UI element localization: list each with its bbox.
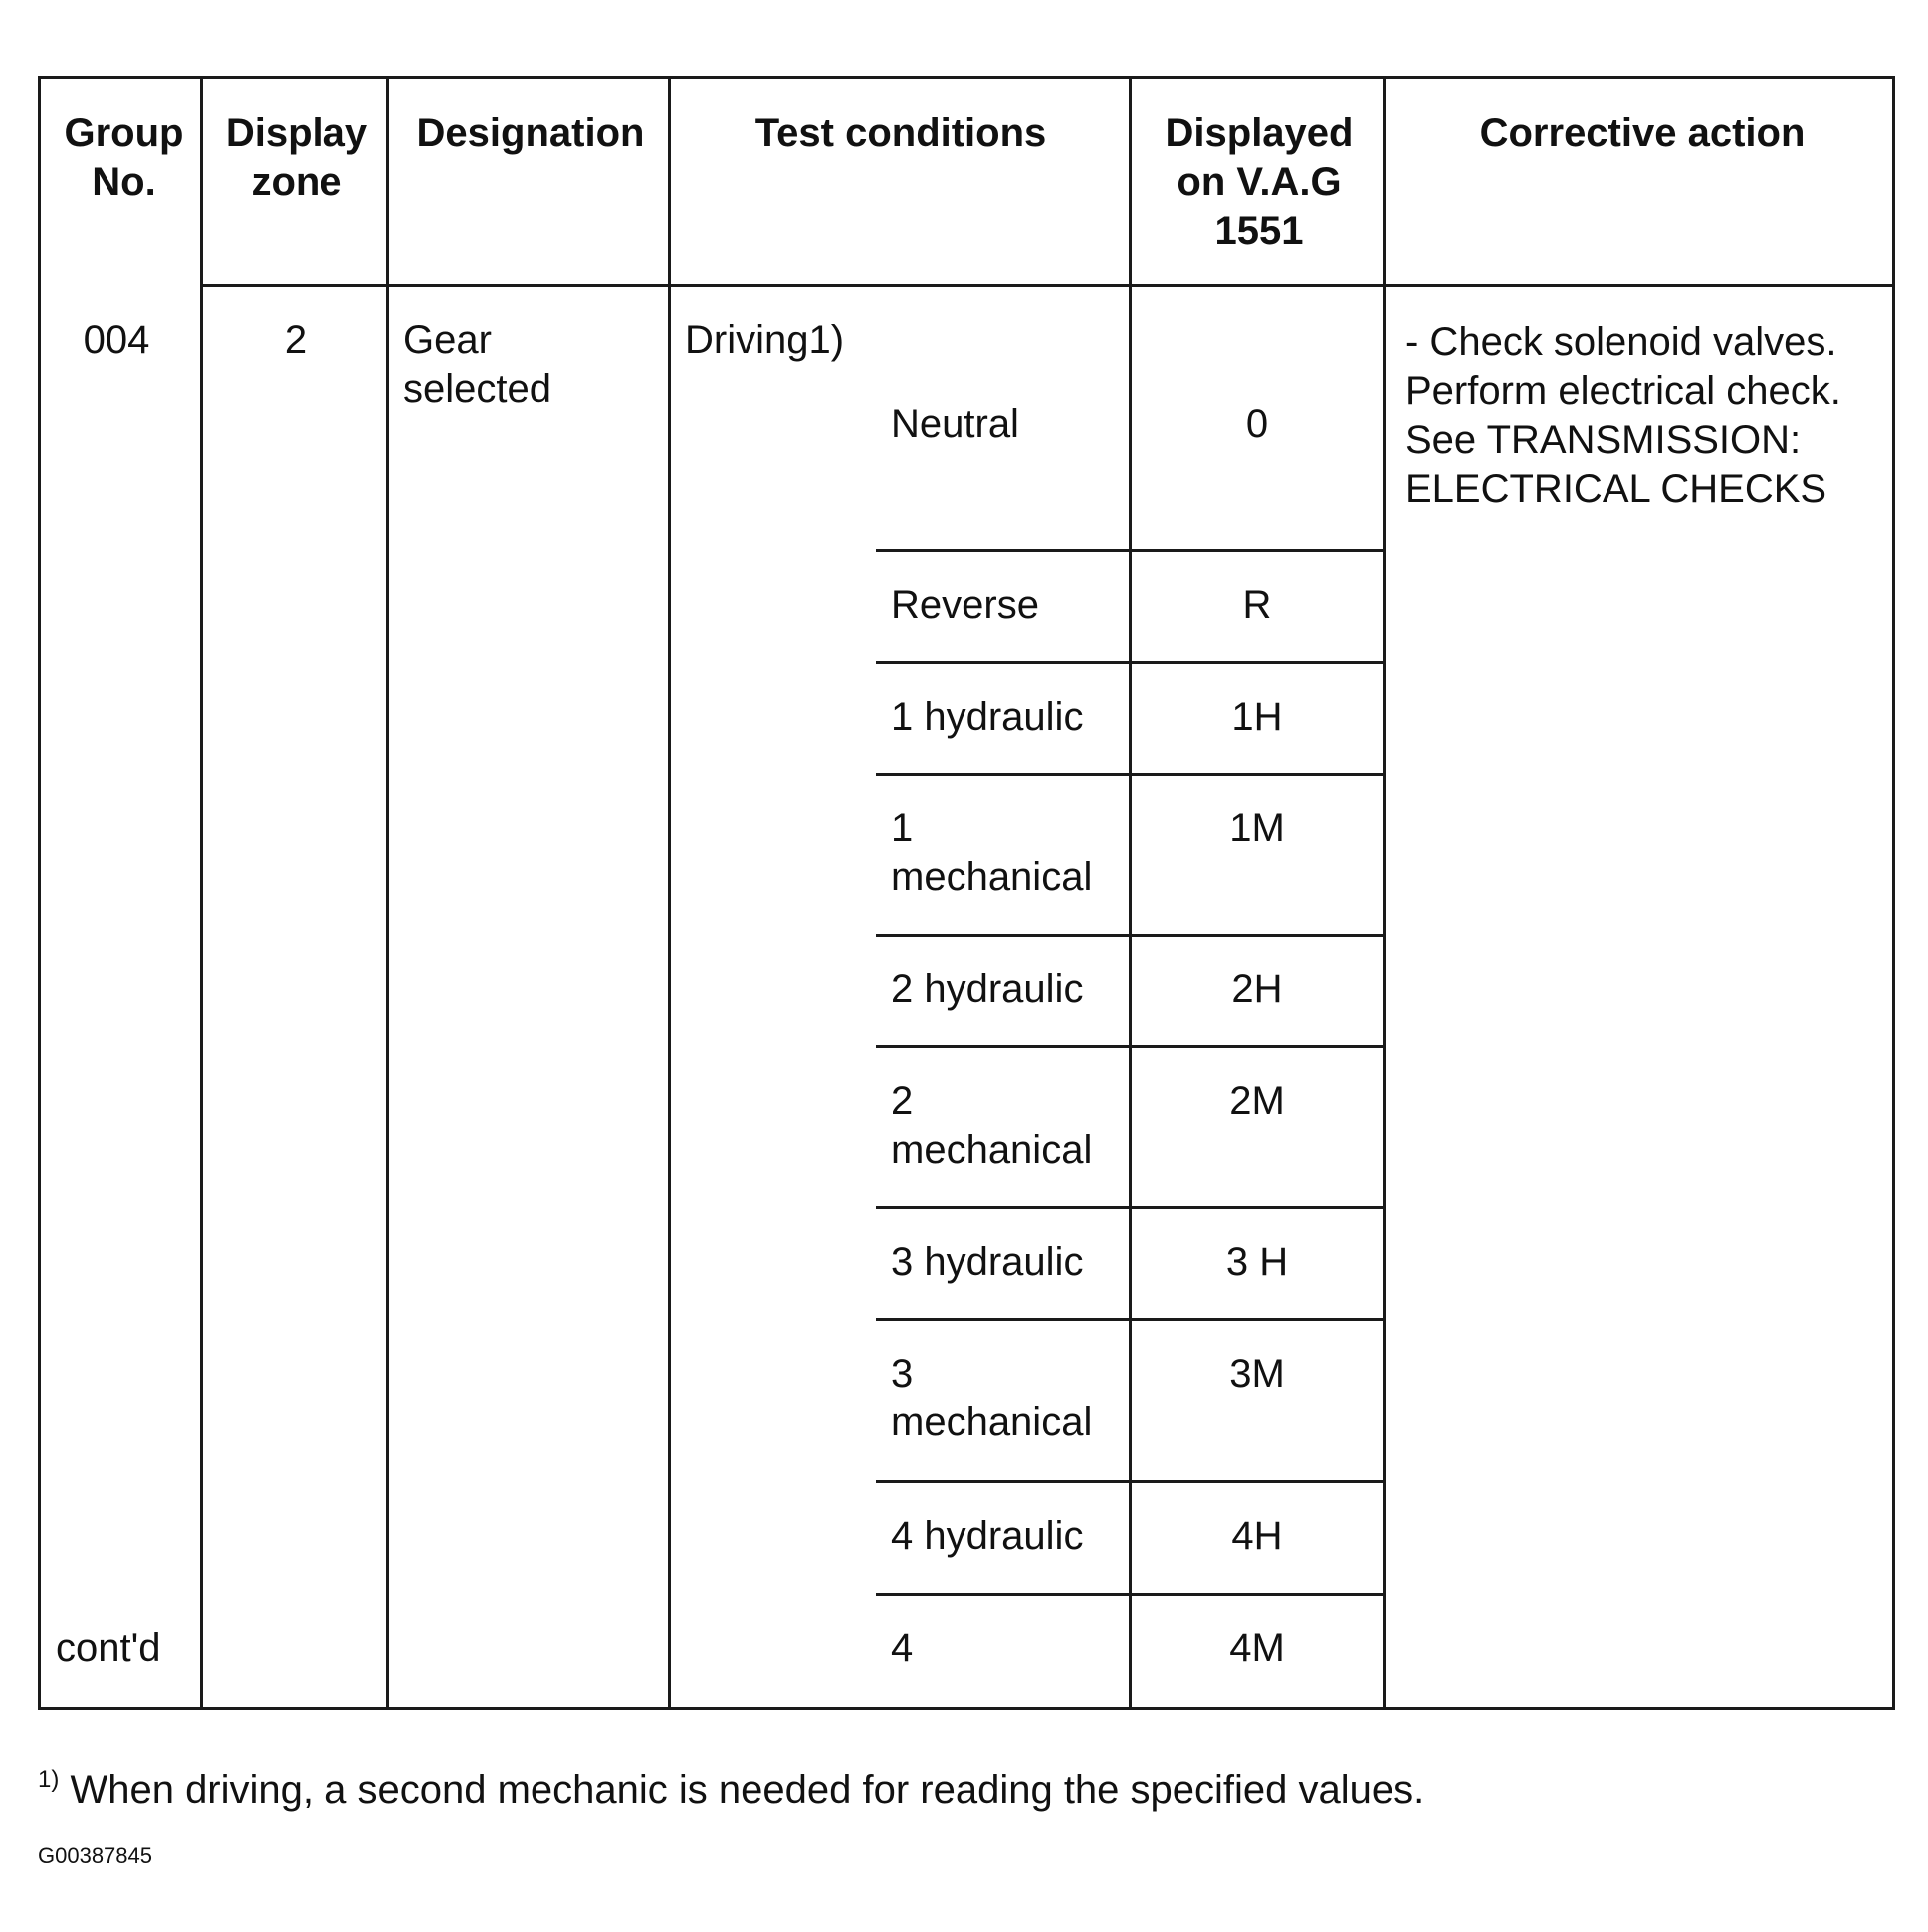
gear-label: 2 hydraulic bbox=[891, 967, 1084, 1011]
gear-display: 2M bbox=[1229, 1079, 1285, 1123]
header-designation: Designation bbox=[416, 111, 645, 155]
header-corrective-action: Corrective action bbox=[1479, 111, 1806, 155]
gear-label: 4 hydraulic bbox=[891, 1514, 1084, 1558]
group-number: 004 bbox=[83, 319, 150, 362]
header-display-zone: Display zone bbox=[225, 111, 368, 204]
gear-label: 2 mechanical bbox=[891, 1079, 1093, 1172]
row-divider bbox=[876, 661, 1386, 664]
header-test-conditions: Test conditions bbox=[754, 111, 1047, 155]
footnote-marker: 1) bbox=[38, 1766, 60, 1793]
gear-label: 1 mechanical bbox=[891, 806, 1093, 899]
row-divider bbox=[876, 549, 1386, 552]
gear-display: 4M bbox=[1229, 1626, 1285, 1670]
gear-display: 0 bbox=[1245, 402, 1269, 446]
column-divider bbox=[386, 76, 389, 1710]
header-divider bbox=[200, 284, 1895, 287]
column-divider bbox=[668, 76, 671, 1710]
header-displayed: Displayed on V.A.G 1551 bbox=[1165, 111, 1354, 253]
test-condition-driving: Driving1) bbox=[685, 319, 845, 362]
designation-value: Gear selected bbox=[403, 319, 551, 411]
corrective-action-text: - Check solenoid valves. Perform electrical check. See TRANSMISSION: ELECTRICAL CHECKS bbox=[1405, 321, 1841, 511]
display-zone-value: 2 bbox=[284, 319, 308, 362]
footnote bbox=[38, 1754, 1424, 1816]
continued-label: cont'd bbox=[56, 1626, 161, 1670]
gear-display: 4H bbox=[1231, 1514, 1283, 1558]
gear-label: 3 hydraulic bbox=[891, 1240, 1084, 1284]
gear-display: 2H bbox=[1231, 967, 1283, 1011]
column-divider bbox=[200, 76, 203, 1710]
figure-code: G00387845 bbox=[38, 1843, 152, 1868]
row-divider bbox=[876, 1480, 1386, 1483]
gear-label: 3 mechanical bbox=[891, 1352, 1093, 1444]
header-group-no: Group No. bbox=[64, 111, 184, 204]
row-divider bbox=[876, 1318, 1386, 1321]
gear-label: Neutral bbox=[891, 402, 1019, 446]
footnote-text: When driving, a second mechanic is needed for reading the specified values. bbox=[59, 1768, 1425, 1812]
row-divider bbox=[876, 1045, 1386, 1048]
row-divider bbox=[876, 1206, 1386, 1209]
row-divider bbox=[876, 1593, 1386, 1596]
gear-display: 1H bbox=[1231, 695, 1283, 739]
gear-label: Reverse bbox=[891, 583, 1039, 627]
gear-display: 3 H bbox=[1225, 1240, 1289, 1284]
column-divider bbox=[1383, 76, 1386, 1710]
gear-display: 3M bbox=[1229, 1352, 1285, 1395]
gear-label: 4 bbox=[891, 1626, 914, 1670]
gear-display: 1M bbox=[1229, 806, 1285, 850]
row-divider bbox=[876, 934, 1386, 937]
row-divider bbox=[876, 773, 1386, 776]
column-divider bbox=[1129, 76, 1132, 1710]
gear-label: 1 hydraulic bbox=[891, 695, 1084, 739]
gear-display: R bbox=[1242, 583, 1272, 627]
